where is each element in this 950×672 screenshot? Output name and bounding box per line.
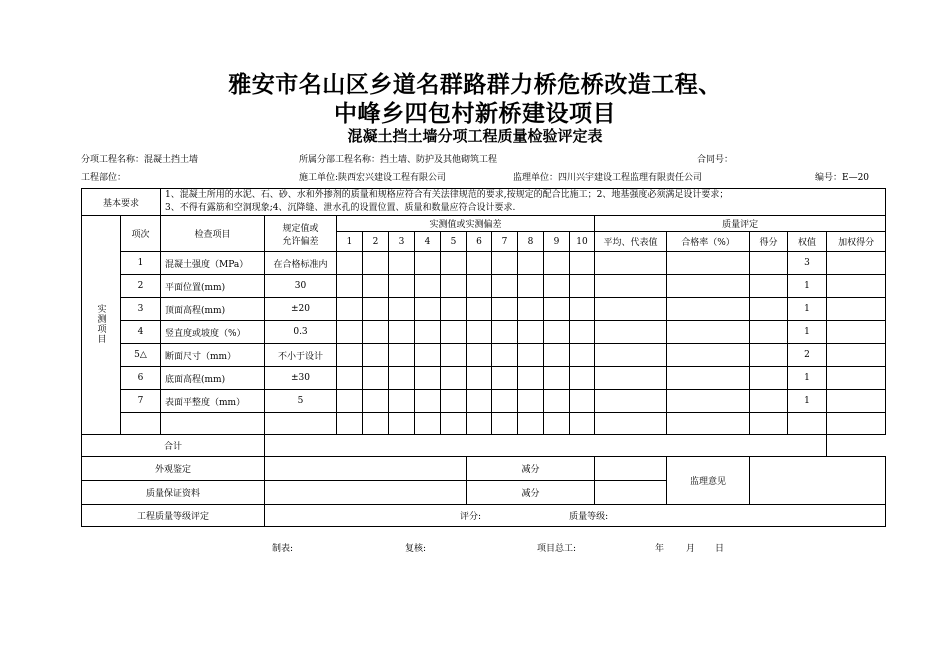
table-row (82, 298, 886, 321)
table-row (82, 367, 886, 390)
header-avg: 平均、代表值 (595, 232, 667, 252)
table-row (82, 321, 886, 344)
supervisor-name: 监理单位：四川兴宇建设工程监理有限责任公司 (513, 173, 703, 183)
header-spec-line2: 允许偏差 (282, 236, 319, 247)
header-quality-eval: 质量评定 (595, 216, 886, 232)
row-item-no: 3 (121, 298, 161, 321)
header-item-no: 项次 (121, 216, 161, 252)
quality-docs-value (265, 481, 467, 505)
row-spec: 在合格标准内 (265, 252, 337, 275)
row-spec: ±20 (265, 298, 337, 321)
appearance-deduct-value (595, 457, 667, 481)
score-label: 评分: (460, 512, 482, 522)
measured-items-text: 实测项目 (95, 303, 106, 344)
quality-inspection-table (81, 188, 886, 527)
header-spec (265, 216, 337, 252)
appearance-value (265, 457, 467, 481)
basic-requirements-line2: 3、不得有露筋和空洞现象;4、沉降缝、泄水孔的设置位置、质量和数量应符合设计要求. (165, 203, 516, 213)
row-item-no: 1 (121, 252, 161, 275)
header-col-9: 9 (544, 232, 570, 252)
document-subtitle: 混凝土挡土墙分项工程质量检验评定表 (347, 127, 603, 145)
total-value (265, 435, 827, 457)
row-check-item: 竖直度或坡度（%） (161, 321, 265, 344)
row-weight: 1 (788, 390, 827, 413)
row-weight: 1 (788, 298, 827, 321)
row-spec: 30 (265, 275, 337, 298)
row-item-no: 5△ (121, 344, 161, 367)
header-weighted-score: 加权得分 (827, 232, 886, 252)
row-spec: ±30 (265, 367, 337, 390)
reviewer-label: 复核: (405, 544, 427, 554)
header-col-4: 4 (415, 232, 441, 252)
grade-label: 质量等级: (569, 512, 609, 522)
chief-engineer-label: 项目总工: (537, 544, 577, 554)
appearance-label: 外观鉴定 (82, 457, 265, 481)
total-label: 合计 (82, 435, 265, 457)
basic-requirements-line1: 1、混凝土所用的水泥、石、砂、水和外掺剂的质量和规格应符合有关法律规范的要求,按规定的配合比施工；2、地基强度必须满足设计要求； (165, 190, 729, 200)
row-check-item: 顶面高程(mm) (161, 298, 265, 321)
document-title-line1: 雅安市名山区乡道名群路群力桥危桥改造工程、 (228, 71, 722, 98)
item-project-name: 分项工程名称：混凝土挡土墙 (81, 155, 199, 165)
row-spec: 0.3 (265, 321, 337, 344)
supervision-opinion-label: 监理意见 (667, 457, 750, 505)
measured-items-label (82, 216, 121, 435)
table-row (82, 390, 886, 413)
row-check-item: 平面位置(mm) (161, 275, 265, 298)
row-item-no: 4 (121, 321, 161, 344)
maker-label: 制表: (272, 544, 294, 554)
row-weight: 1 (788, 275, 827, 298)
quality-docs-label: 质量保证资料 (82, 481, 265, 505)
header-col-7: 7 (492, 232, 518, 252)
row-check-item: 断面尺寸（mm） (161, 344, 265, 367)
project-location: 工程部位： (81, 173, 127, 183)
header-col-2: 2 (363, 232, 389, 252)
row-item-no: 2 (121, 275, 161, 298)
table-row (82, 344, 886, 367)
row-item-no: 7 (121, 390, 161, 413)
table-row (82, 275, 886, 298)
header-col-10: 10 (570, 232, 595, 252)
grade-eval-label: 工程质量等级评定 (82, 505, 265, 527)
row-check-item: 混凝土强度（MPa） (161, 252, 265, 275)
header-col-5: 5 (441, 232, 467, 252)
date-day: 日 (715, 544, 725, 554)
header-col-8: 8 (518, 232, 544, 252)
row-spec: 5 (265, 390, 337, 413)
header-spec-line1: 规定值或 (282, 223, 319, 234)
header-weight: 权值 (788, 232, 827, 252)
date-year: 年 (655, 544, 665, 554)
header-col-1: 1 (337, 232, 363, 252)
table-row-empty (82, 413, 886, 435)
row-weight: 2 (788, 344, 827, 367)
row-item-no: 6 (121, 367, 161, 390)
contractor-name: 施工单位:陕西宏兴建设工程有限公司 (299, 173, 447, 183)
date-month: 月 (686, 544, 696, 554)
parent-project-name: 所属分部工程名称：挡土墙、防护及其他砌筑工程 (299, 155, 498, 165)
header-check-item: 检查项目 (161, 216, 265, 252)
row-check-item: 表面平整度（mm） (161, 390, 265, 413)
row-weight: 3 (788, 252, 827, 275)
header-col-3: 3 (389, 232, 415, 252)
contract-number: 合同号： (697, 155, 734, 165)
row-weight: 1 (788, 367, 827, 390)
table-row (82, 252, 886, 275)
appearance-deduct-label: 减分 (467, 457, 595, 481)
basic-requirements-label: 基本要求 (82, 189, 161, 216)
document-title-line2: 中峰乡四包村新桥建设项目 (334, 100, 616, 127)
row-weight: 1 (788, 321, 827, 344)
supervision-opinion-value (750, 457, 886, 505)
header-col-6: 6 (467, 232, 492, 252)
header-score: 得分 (750, 232, 788, 252)
header-pass-rate: 合格率（%） (667, 232, 750, 252)
quality-docs-deduct-label: 减分 (467, 481, 595, 505)
basic-requirements-text (161, 189, 886, 216)
grade-eval-value (265, 505, 886, 527)
row-check-item: 底面高程(mm) (161, 367, 265, 390)
header-measured-values: 实测值或实测偏差 (337, 216, 595, 232)
document-code: 编号：E—20 (815, 173, 870, 183)
quality-docs-deduct-value (595, 481, 667, 505)
row-spec: 不小于设计 (265, 344, 337, 367)
